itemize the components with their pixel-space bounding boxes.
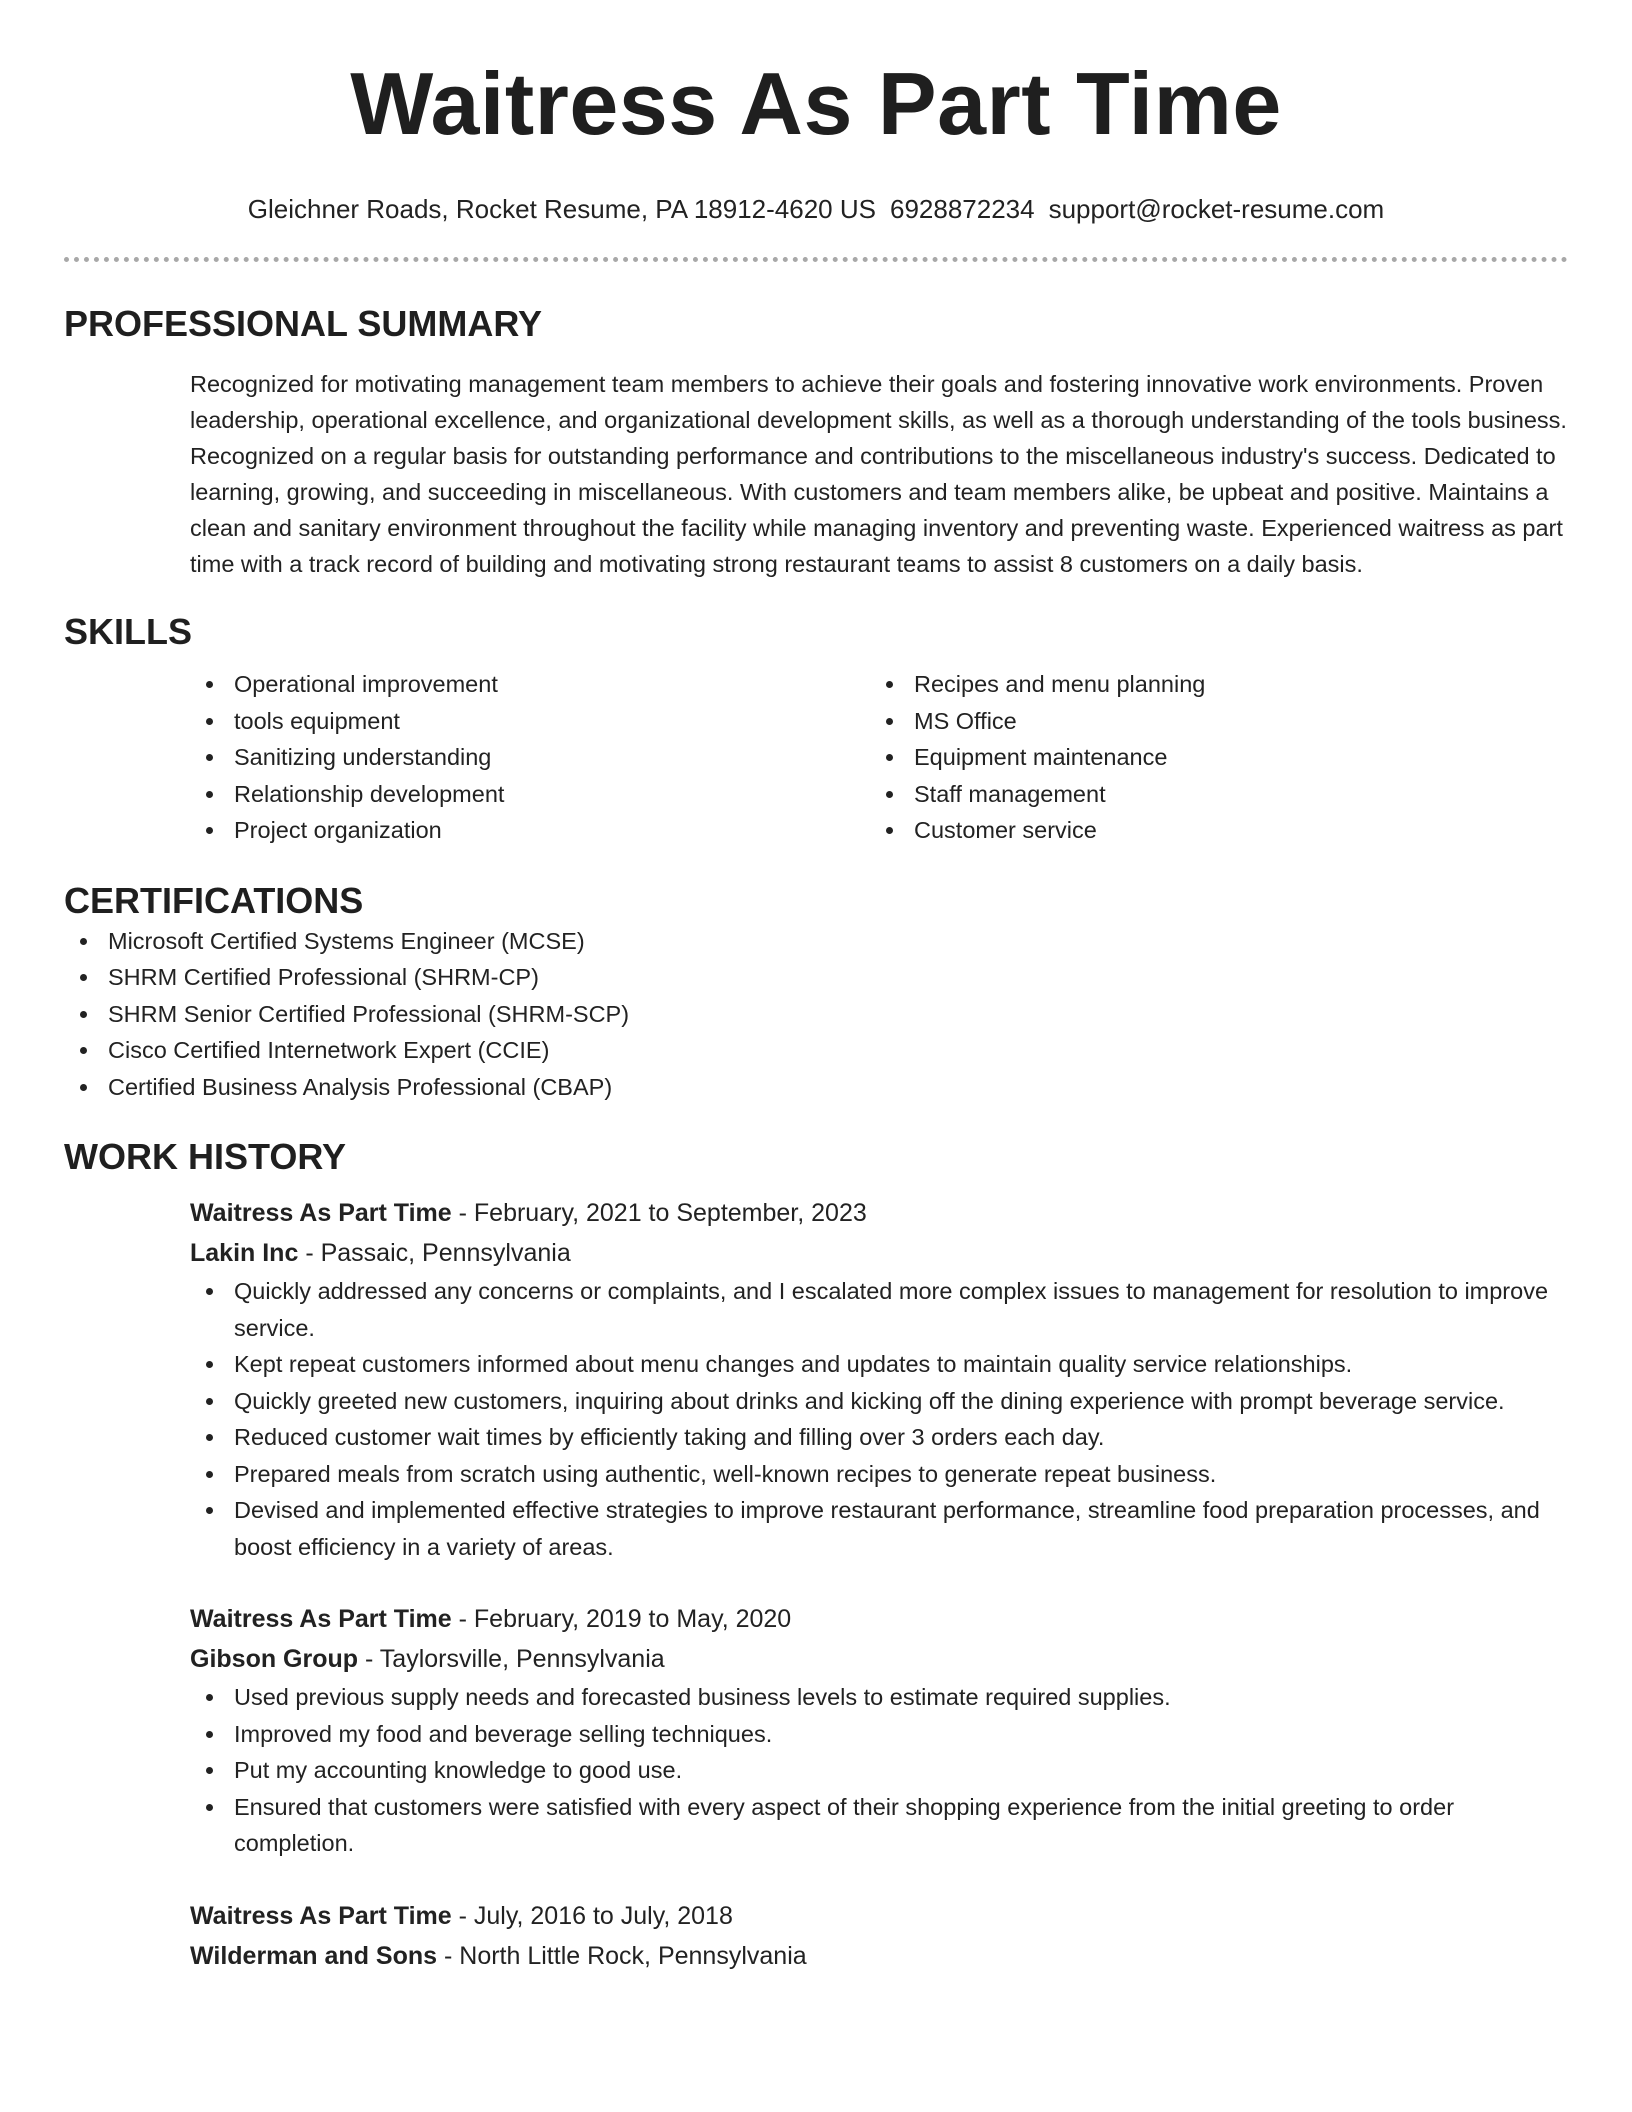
job-company-line (190, 1639, 1568, 1679)
job-bullet: Put my accounting knowledge to good use. (190, 1752, 1568, 1789)
job-company-line (190, 1233, 1568, 1273)
skill-item: Equipment maintenance (870, 739, 1550, 776)
skill-item: Customer service (870, 812, 1550, 849)
job-location: - Passaic, Pennsylvania (298, 1239, 571, 1267)
skill-item: Recipes and menu planning (870, 666, 1550, 703)
job-company: Gibson Group (190, 1645, 359, 1673)
skills-column-right (870, 666, 1550, 849)
resume-header (64, 0, 1568, 226)
certifications-list (64, 923, 1568, 1106)
job-entry (190, 1599, 1568, 1862)
skills-grid (190, 666, 1568, 849)
skills-title: SKILLS (64, 611, 193, 652)
job-bullet: Kept repeat customers informed about menu changes and updates to maintain quality service relationships. (190, 1346, 1568, 1383)
job-company: Lakin Inc (190, 1239, 299, 1267)
skill-item: Sanitizing understanding (190, 739, 870, 776)
job-bullets (190, 1679, 1568, 1862)
job-dates: - February, 2019 to May, 2020 (451, 1605, 792, 1633)
job-entry (190, 1896, 1568, 1976)
job-location: - Taylorsville, Pennsylvania (358, 1645, 665, 1673)
certification-item: SHRM Senior Certified Professional (SHRM-SCP) (64, 996, 1568, 1033)
skill-item: Relationship development (190, 776, 870, 813)
job-bullet: Used previous supply needs and forecasted business levels to estimate required supplies. (190, 1679, 1568, 1716)
skills-list-left (190, 666, 870, 849)
job-location: - North Little Rock, Pennsylvania (437, 1941, 807, 1970)
skills-column-left (190, 666, 870, 849)
job-bullets (190, 1273, 1568, 1565)
skills-section (64, 610, 1568, 849)
job-role: Waitress As Part Time (190, 1901, 452, 1930)
skills-list-right (870, 666, 1550, 849)
job-bullet: Reduced customer wait times by efficiently taking and filling over 3 orders each day. (190, 1419, 1568, 1456)
job-bullet: Improved my food and beverage selling techniques. (190, 1716, 1568, 1753)
certification-item: Certified Business Analysis Professional (CBAP) (64, 1069, 1568, 1106)
skill-item: MS Office (870, 703, 1550, 740)
summary-text: Recognized for motivating management team members to achieve their goals and fostering innovative work environments. Proven leadership, operational excellence, and organizational development skills, as well as a thorough understanding of the tools business. Recognized on a regular basis for outstanding performance and contributions to the miscellaneous industry's success. Dedicated to learning, growing, and succeeding in miscellaneous. With customers and team members alike, be upbeat and positive. Maintains a clean and sanitary environment throughout the facility while managing inventory and preventing waste. Experienced waitress as part time with a track record of building and motivating strong restaurant teams to assist 8 customers on a daily basis. (190, 371, 1567, 577)
job-bullet: Quickly addressed any concerns or complaints, and I escalated more complex issues to management for resolution to improve service. (190, 1273, 1568, 1346)
job-role: Waitress As Part Time (190, 1605, 452, 1633)
header-divider (64, 257, 1568, 262)
job-title-line (190, 1896, 1568, 1936)
job-company-line (190, 1936, 1568, 1976)
contact-line (64, 192, 1568, 226)
job-bullet: Ensured that customers were satisfied with every aspect of their shopping experience from the initial greeting to order completion. (190, 1789, 1568, 1862)
job-title-line (190, 1193, 1568, 1233)
certification-item: Cisco Certified Internetwork Expert (CCIE) (64, 1032, 1568, 1069)
work-history-section (64, 1135, 1568, 1976)
skill-item: Project organization (190, 812, 870, 849)
summary-section (64, 302, 1568, 582)
certification-item: Microsoft Certified Systems Engineer (MCSE) (64, 923, 1568, 960)
job-bullet: Devised and implemented effective strategies to improve restaurant performance, streamline food preparation processes, and boost efficiency in a variety of areas. (190, 1492, 1568, 1565)
certifications-title: CERTIFICATIONS (64, 879, 364, 921)
job-entry (190, 1193, 1568, 1565)
job-company: Wilderman and Sons (190, 1941, 438, 1970)
job-dates: - February, 2021 to September, 2023 (451, 1199, 867, 1227)
summary-title: PROFESSIONAL SUMMARY (64, 303, 543, 344)
job-dates: - July, 2016 to July, 2018 (451, 1901, 733, 1930)
job-bullet: Quickly greeted new customers, inquiring about drinks and kicking off the dining experience with prompt beverage service. (190, 1383, 1568, 1420)
certification-item: SHRM Certified Professional (SHRM-CP) (64, 959, 1568, 996)
skill-item: tools equipment (190, 703, 870, 740)
certifications-section (64, 879, 1568, 1106)
contact-phone: 6928872234 (889, 194, 1035, 224)
job-title-line (190, 1599, 1568, 1639)
skill-item: Operational improvement (190, 666, 870, 703)
skill-item: Staff management (870, 776, 1550, 813)
contact-address: Gleichner Roads, Rocket Resume, PA 18912-4620 US (247, 194, 876, 224)
candidate-name: Waitress As Part Time (350, 54, 1282, 153)
job-bullet: Prepared meals from scratch using authentic, well-known recipes to generate repeat business. (190, 1456, 1568, 1493)
work-history-title: WORK HISTORY (64, 1136, 347, 1177)
job-role: Waitress As Part Time (190, 1199, 452, 1227)
contact-email[interactable]: support@rocket-resume.com (1048, 194, 1385, 224)
